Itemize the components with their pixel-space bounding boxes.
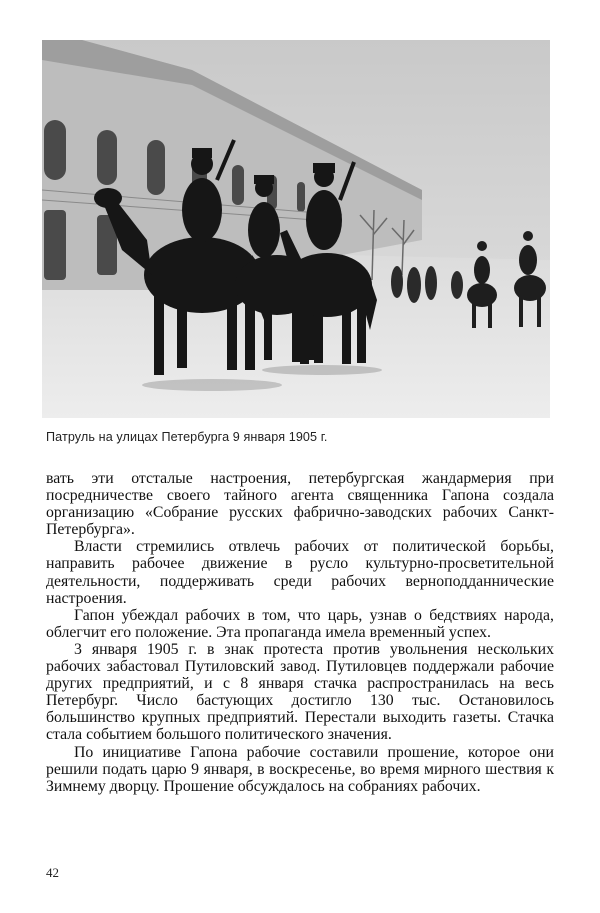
historical-photo: [42, 40, 550, 418]
mounted-patrol-illustration: [42, 40, 550, 418]
paragraph: вать эти отсталые настроения, петербургская жандармерия при посредничестве своего тайного агента священника Гапона создала организацию «Собрание русских фабрично-заводских рабочих Санкт-Петербурга».: [46, 470, 554, 539]
photo-caption: Патруль на улицах Петербурга 9 января 1905 г.: [46, 430, 328, 444]
paragraph: По инициативе Гапона рабочие составили прошение, которое они решили подать царю 9 января, в воскресенье, во время мирного шествия к Зимнему дворцу. Прошение обсуждалось на собраниях рабочих.: [46, 743, 554, 795]
page-number: 42: [46, 865, 59, 880]
paragraph: Власти стремились отвлечь рабочих от политической борьбы, направить рабочее движение в русло культурно-просветительной деятельности, поддерживать среди рабочих верноподданнические настроения.: [46, 538, 554, 607]
paragraph: Гапон убеждал рабочих в том, что царь, узнав о бедствиях народа, облегчит его положение. Эта пропаганда имела временный успех.: [46, 606, 554, 641]
body-text: [46, 470, 554, 795]
paragraph: 3 января 1905 г. в знак протеста против увольнения нескольких рабочих забастовал Путиловский завод. Путиловцев поддержали рабочие других предприятий, и с 8 января стачка распространилась на весь Петербург. Число бастующих достигло 130 тыс. Остановилось большинство крупных предприятий. Перестали выходить газеты. Стачка стала событием большого политического значения.: [46, 640, 554, 744]
